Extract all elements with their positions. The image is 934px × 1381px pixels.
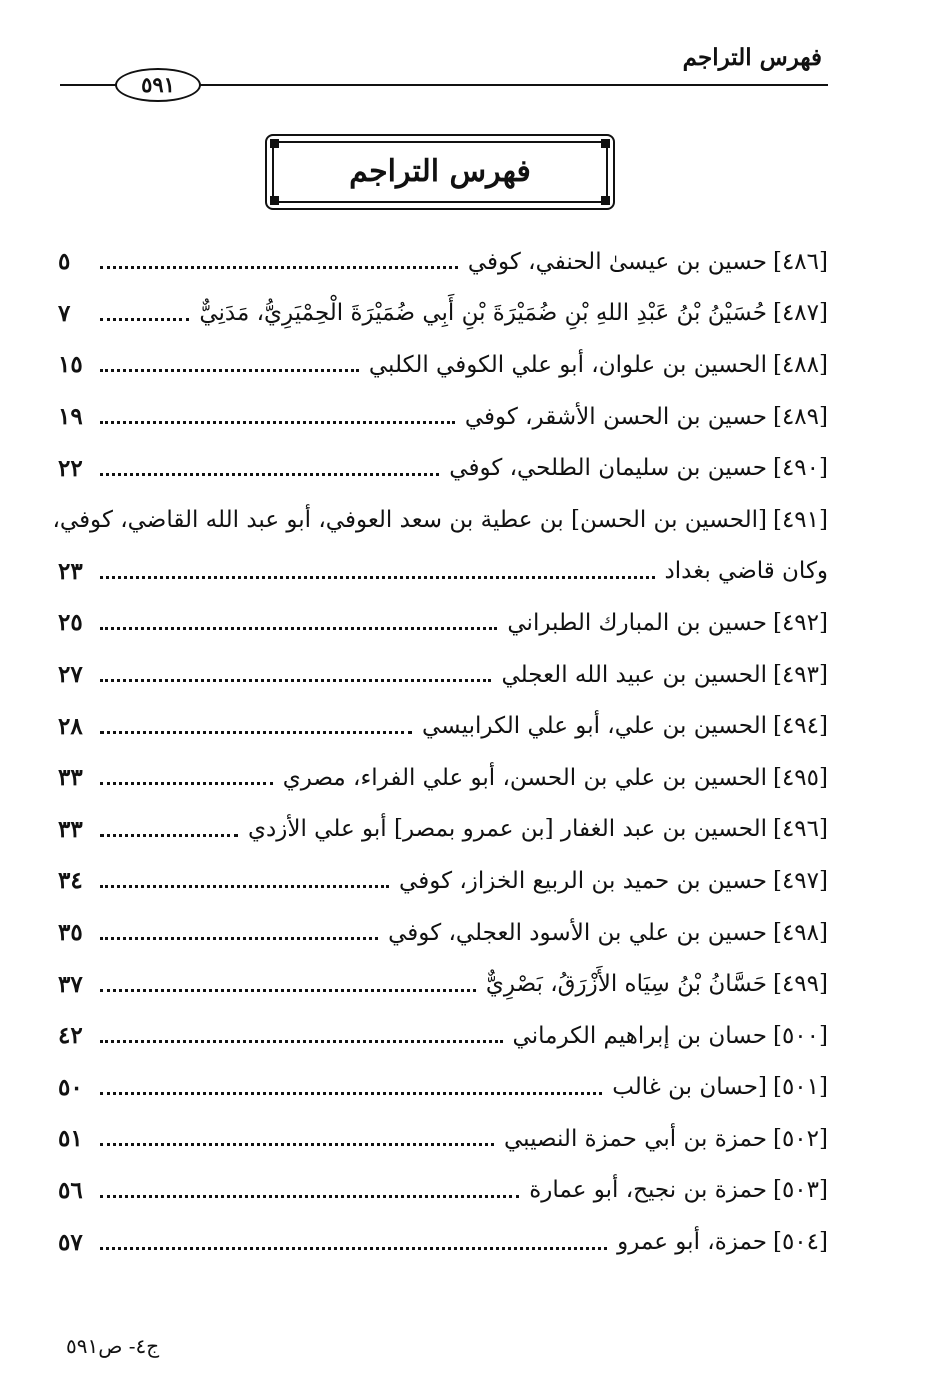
entry-page-number: ٢٧	[58, 661, 83, 689]
entry-text: [الحسين بن الحسن] بن عطية بن سعد العوفي، أبو عبد الله القاضي، كوفي،	[52, 506, 767, 533]
entry-label	[369, 352, 828, 378]
entry-page-number: ٥١	[58, 1125, 83, 1153]
index-entry	[58, 1113, 828, 1165]
entry-label	[617, 1229, 828, 1255]
dot-leader	[100, 679, 491, 682]
corner-ornament	[601, 196, 610, 205]
volume-page-footer: ج٤- ص٥٩١	[66, 1334, 160, 1358]
dot-leader	[100, 369, 359, 372]
entry-number: [٥٠١]	[772, 1074, 828, 1101]
entry-label	[529, 1177, 828, 1203]
entry-label	[504, 1126, 828, 1152]
entry-label	[399, 868, 828, 894]
entry-text: حسين بن الحسن الأشقر، كوفي	[464, 403, 767, 430]
entry-label	[612, 1074, 828, 1100]
entry-number: [٤٩٣]	[772, 661, 828, 688]
index-entry	[58, 1062, 828, 1114]
index-entry	[58, 804, 828, 856]
index-entry	[58, 1165, 828, 1217]
entry-page-number: ٣٣	[58, 764, 83, 792]
entry-page-number: ٥٦	[58, 1176, 83, 1204]
index-entry	[58, 855, 828, 907]
dot-leader	[100, 834, 238, 837]
index-entry	[58, 1010, 828, 1062]
page-number-badge: ٥٩١	[115, 68, 201, 102]
entry-label	[388, 920, 828, 946]
entry-page-number: ٢٢	[58, 454, 83, 482]
entry-number: [٤٨٨]	[772, 351, 828, 378]
dot-leader	[100, 937, 378, 940]
index-entry	[58, 391, 828, 443]
index-entries	[52, 236, 828, 1268]
index-entry	[58, 546, 828, 598]
entry-number: [٤٩١]	[772, 506, 828, 533]
entry-text: الحسين بن علي بن الحسن، أبو علي الفراء، مصري	[282, 764, 767, 791]
entry-label	[665, 558, 828, 584]
entry-page-number: ١٥	[58, 351, 83, 379]
entry-label	[486, 971, 828, 997]
entry-number: [٤٩٢]	[772, 609, 828, 636]
entry-number: [٤٩٥]	[772, 764, 828, 791]
corner-ornament	[270, 139, 279, 148]
dot-leader	[100, 1247, 607, 1250]
entry-number: [٥٠٤]	[772, 1229, 828, 1256]
entry-text: حَسَّانُ بْنُ سِيَاه الأَزْرَقُ، بَصْرِيٌّ	[485, 971, 767, 998]
entry-label	[465, 404, 828, 430]
index-entry	[58, 752, 828, 804]
entry-page-number: ١٩	[58, 403, 83, 431]
entry-page-number: ٣٥	[58, 919, 83, 947]
index-entry	[58, 442, 828, 494]
title-frame	[265, 134, 615, 210]
entry-label	[248, 816, 828, 842]
entry-number: [٤٩٤]	[772, 713, 828, 740]
entry-number: [٥٠٣]	[772, 1177, 828, 1204]
entry-page-number: ٥٠	[58, 1073, 83, 1101]
entry-page-number: ٣٧	[58, 970, 83, 998]
dot-leader	[100, 576, 655, 579]
index-entry	[52, 494, 828, 546]
entry-number: [٤٨٧]	[772, 300, 828, 327]
entry-number: [٤٩٦]	[772, 816, 828, 843]
running-title: فهرس التراجم	[682, 44, 822, 71]
dot-leader	[100, 1092, 602, 1095]
entry-number: [٤٩٩]	[772, 971, 828, 998]
index-entry	[58, 288, 828, 340]
entry-page-number: ٣٤	[58, 867, 83, 895]
entry-number: [٥٠٠]	[772, 1022, 828, 1049]
index-entry	[58, 649, 828, 701]
entry-text: حسين بن علي بن الأسود العجلي، كوفي	[388, 919, 767, 946]
dot-leader	[100, 1040, 503, 1043]
entry-label	[283, 765, 828, 791]
entry-text: الحسين بن عبيد الله العجلي	[501, 661, 767, 688]
entry-text: الحسين بن علوان، أبو علي الكوفي الكلبي	[368, 351, 767, 378]
index-entry	[58, 597, 828, 649]
entry-page-number: ٤٢	[58, 1022, 83, 1050]
entry-text: حُسَيْنُ بْنُ عَبْدِ اللهِ بْنِ ضُمَيْرَةَ بْنِ أَبِي ضُمَيْرَةَ الْحِمْيَرِيُّ، مَدَنِيٌّ	[199, 300, 767, 327]
entry-text: حمزة بن نجيح، أبو عمارة	[529, 1177, 767, 1204]
entry-text: الحسين بن علي، أبو علي الكرابيسي	[421, 713, 767, 740]
index-entry	[58, 958, 828, 1010]
dot-leader	[100, 473, 439, 476]
dot-leader	[100, 1195, 519, 1198]
entry-label	[513, 1023, 828, 1049]
entry-text: حسين بن حميد بن الربيع الخزاز، كوفي	[399, 867, 767, 894]
corner-ornament	[601, 139, 610, 148]
entry-text: حسان بن إبراهيم الكرماني	[512, 1022, 767, 1049]
index-entry	[58, 700, 828, 752]
entry-number: [٤٩٨]	[772, 919, 828, 946]
index-entry	[58, 339, 828, 391]
dot-leader	[100, 627, 497, 630]
entry-text: حسين بن عيسىٰ الحنفي، كوفي	[467, 248, 767, 275]
entry-text: [حسان بن غالب	[612, 1074, 767, 1101]
entry-text: حمزة بن أبي حمزة النصيبي	[504, 1125, 767, 1152]
dot-leader	[100, 1143, 494, 1146]
entry-label	[449, 455, 828, 481]
dot-leader	[100, 421, 455, 424]
entry-page-number: ٧	[58, 299, 71, 327]
dot-leader	[100, 989, 476, 992]
dot-leader	[100, 318, 189, 321]
entry-number: [٤٩٠]	[772, 455, 828, 482]
entry-page-number: ٢٣	[58, 557, 83, 585]
entry-number: [٤٩٧]	[772, 867, 828, 894]
entry-label	[501, 662, 828, 688]
entry-label	[52, 507, 828, 533]
entry-page-number: ٣٣	[58, 815, 83, 843]
entry-label	[507, 610, 828, 636]
entry-text: وكان قاضي بغداد	[664, 558, 828, 585]
entry-page-number: ٥٧	[58, 1228, 83, 1256]
dot-leader	[100, 885, 389, 888]
entry-page-number: ٢٨	[58, 712, 83, 740]
dot-leader	[100, 266, 458, 269]
corner-ornament	[270, 196, 279, 205]
dot-leader	[100, 782, 273, 785]
index-entry	[58, 907, 828, 959]
entry-label	[199, 300, 828, 326]
entry-number: [٤٨٩]	[772, 403, 828, 430]
entry-number: [٤٨٦]	[772, 248, 828, 275]
entry-label	[422, 713, 828, 739]
index-entry	[58, 236, 828, 288]
dot-leader	[100, 731, 412, 734]
entry-page-number: ٥	[58, 248, 71, 276]
index-title: فهرس التراجم	[349, 154, 531, 189]
entry-text: حسين بن المبارك الطبراني	[507, 609, 767, 636]
entry-text: حسين بن سليمان الطلحي، كوفي	[449, 455, 767, 482]
index-entry	[58, 1216, 828, 1268]
entry-number: [٥٠٢]	[772, 1125, 828, 1152]
entry-text: حمزة، أبو عمرو	[617, 1229, 767, 1256]
entry-text: الحسين بن عبد الغفار [بن عمرو بمصر] أبو علي الأزدي	[248, 816, 767, 843]
entry-page-number: ٢٥	[58, 609, 83, 637]
entry-label	[468, 249, 828, 275]
